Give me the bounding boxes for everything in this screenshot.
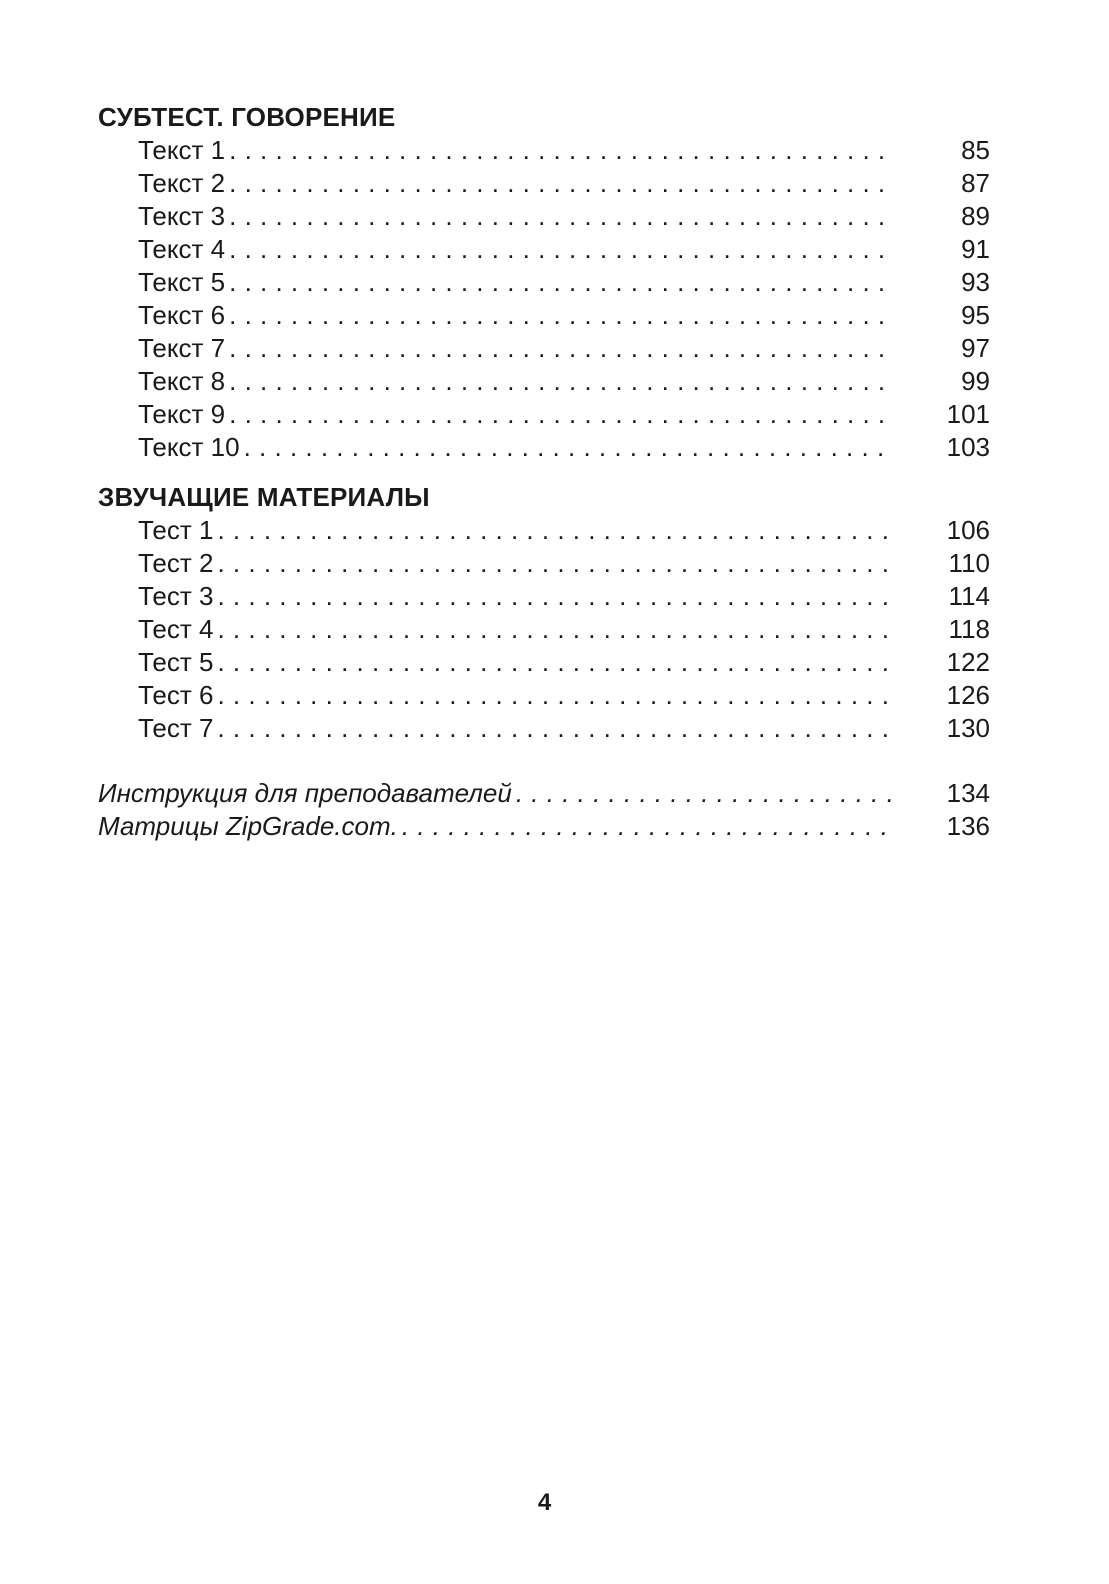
extras: [98, 777, 990, 843]
toc-entry-label: Тест 3: [138, 581, 214, 611]
toc-entry[interactable]: [98, 646, 990, 679]
toc-entry-zipgrade[interactable]: [98, 810, 990, 843]
toc-entry-page: 126: [946, 680, 990, 710]
toc-entry-page: 101: [946, 399, 990, 429]
toc-entry-label: Тест 6: [138, 680, 214, 710]
toc-entry-page: 91: [961, 234, 990, 264]
toc-entry[interactable]: [98, 134, 990, 167]
toc-entry[interactable]: [98, 712, 990, 745]
toc-entry-page: 134: [946, 778, 990, 808]
toc-entry-label: Текст 2: [138, 168, 226, 198]
toc-entry-page: 97: [961, 333, 990, 363]
toc-entry[interactable]: [98, 679, 990, 712]
toc-entry-page: 87: [961, 168, 990, 198]
toc-entry-page: 114: [948, 581, 990, 611]
toc-entry-page: 118: [948, 614, 990, 644]
toc-entry[interactable]: [98, 167, 990, 200]
toc-entry[interactable]: [98, 332, 990, 365]
dot-leader: [217, 613, 894, 646]
dot-leader: [217, 514, 894, 547]
toc-entry-label: Тест 1: [138, 515, 214, 545]
toc-entry[interactable]: [98, 266, 990, 299]
dot-leader: [229, 365, 894, 398]
section-audio: [98, 480, 990, 745]
toc-entry[interactable]: [98, 547, 990, 580]
toc-entry-label: Тест 5: [138, 647, 214, 677]
toc-entry-label: Текст 7: [138, 333, 226, 363]
toc-entry-page: 103: [946, 432, 990, 462]
dot-leader: [244, 431, 894, 464]
toc-entry[interactable]: [98, 233, 990, 266]
toc-entry[interactable]: [98, 365, 990, 398]
dot-leader: [229, 167, 894, 200]
toc-entry-label: Текст 9: [138, 399, 226, 429]
dot-leader: [229, 299, 894, 332]
toc-entry[interactable]: [98, 200, 990, 233]
toc-entry-page: 95: [961, 300, 990, 330]
section-spacer: [98, 464, 990, 480]
dot-leader: [229, 134, 894, 167]
toc-entry-page: 99: [961, 366, 990, 396]
toc-entry-label: Текст 4: [138, 234, 226, 264]
dot-leader: [516, 777, 894, 810]
section-entries: [98, 514, 990, 745]
dot-leader: [229, 398, 894, 431]
page-number: 4: [537, 1489, 552, 1516]
toc-entry-label: Матрицы ZipGrade.com.: [98, 811, 398, 841]
dot-leader: [229, 266, 894, 299]
toc-entry-label: Тест 4: [138, 614, 214, 644]
dot-leader: [217, 712, 894, 745]
toc-entry-label: Текст 3: [138, 201, 226, 231]
toc-entry-page: 85: [961, 135, 990, 165]
toc-entry[interactable]: [98, 580, 990, 613]
dot-leader: [217, 646, 894, 679]
toc-entry-label: Тест 2: [138, 548, 214, 578]
toc-entry-label: Инструкция для преподавателей: [98, 778, 512, 808]
dot-leader: [217, 679, 894, 712]
toc-entry-page: 89: [961, 201, 990, 231]
toc-entry[interactable]: [98, 398, 990, 431]
toc-entry[interactable]: [98, 613, 990, 646]
dot-leader: [229, 233, 894, 266]
toc-entry-page: 130: [946, 713, 990, 743]
toc-entry-label: Текст 8: [138, 366, 226, 396]
section-entries: [98, 134, 990, 464]
toc-entry-page: 93: [961, 267, 990, 297]
toc-entry-label: Текст 6: [138, 300, 226, 330]
toc-entry-label: Тест 7: [138, 713, 214, 743]
dot-leader: [402, 810, 894, 843]
extras-spacer: [98, 745, 990, 777]
toc-entry[interactable]: [98, 431, 990, 464]
toc-entry-page: 110: [948, 548, 990, 578]
toc-entry-label: Текст 5: [138, 267, 226, 297]
toc-entry-page: 122: [946, 647, 990, 677]
dot-leader: [217, 580, 894, 613]
section-title: СУБТЕСТ. ГОВОРЕНИЕ: [98, 102, 396, 132]
table-of-contents: [98, 100, 990, 843]
toc-entry-page: 136: [946, 811, 990, 841]
dot-leader: [229, 332, 894, 365]
dot-leader: [229, 200, 894, 233]
toc-entry-label: Текст 10: [138, 432, 240, 462]
section-title: ЗВУЧАЩИЕ МАТЕРИАЛЫ: [98, 482, 430, 512]
toc-entry-page: 106: [946, 515, 990, 545]
section-speaking: [98, 100, 990, 464]
toc-entry-instructions[interactable]: [98, 777, 990, 810]
toc-entry[interactable]: [98, 299, 990, 332]
dot-leader: [217, 547, 894, 580]
toc-entry[interactable]: [98, 514, 990, 547]
toc-entry-label: Текст 1: [138, 135, 226, 165]
